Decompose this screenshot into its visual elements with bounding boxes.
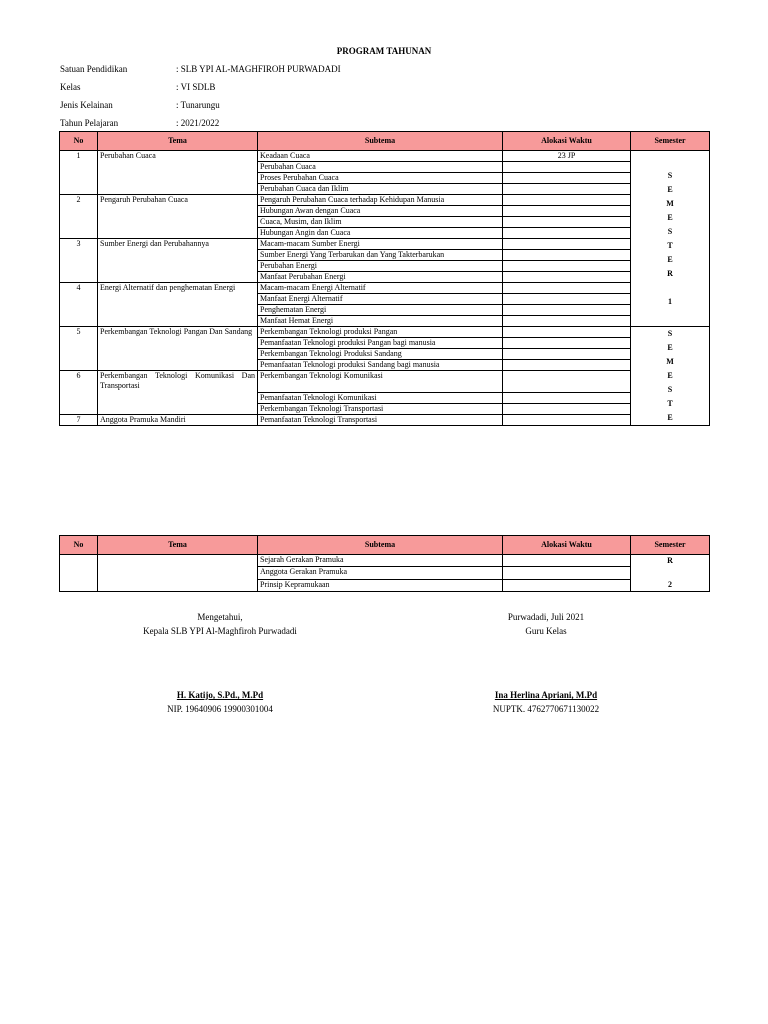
signature-right	[446, 610, 646, 716]
subtheme-cell: Manfaat Energi Alternatif	[258, 294, 503, 305]
alokasi-cell	[503, 305, 631, 316]
subtheme-cell: Macam-macam Sumber Energi	[258, 239, 503, 250]
semester-letter: T	[667, 240, 673, 250]
alokasi-cell	[503, 327, 631, 338]
semester-letter: M	[666, 357, 674, 366]
sign-left-id: NIP. 19640906 19900301004	[167, 704, 273, 714]
semester-letter: 2	[668, 580, 672, 589]
alokasi-cell	[503, 360, 631, 371]
semester-letter: E	[667, 371, 673, 380]
meta-info	[60, 62, 341, 134]
alokasi-cell	[503, 393, 631, 404]
alokasi-cell	[503, 316, 631, 327]
semester-letter: E	[667, 254, 673, 264]
header-tema: Tema	[98, 132, 258, 151]
theme-name: Perubahan Cuaca	[98, 151, 258, 195]
subtheme-cell: Keadaan Cuaca	[258, 151, 503, 162]
subtheme-cell: Sumber Energi Yang Terbarukan dan Yang Takterbarukan	[258, 250, 503, 261]
subtheme-cell: Hubungan Awan dengan Cuaca	[258, 206, 503, 217]
alokasi-cell	[503, 294, 631, 305]
subtheme-cell: Macam-macam Energi Alternatif	[258, 283, 503, 294]
semester-letter: S	[667, 329, 673, 338]
subtheme-cell: Cuaca, Musim, dan Iklim	[258, 217, 503, 228]
meta-value: : Tunarungu	[176, 100, 220, 110]
semester-1-cell	[631, 151, 710, 327]
header-subtema: Subtema	[258, 536, 503, 555]
subtheme-cell: Pemanfaatan Teknologi produksi Pangan bagi manusia	[258, 338, 503, 349]
theme-no: 3	[60, 239, 98, 283]
subtheme-cell: Manfaat Perubahan Energi	[258, 272, 503, 283]
header-subtema: Subtema	[258, 132, 503, 151]
theme-name: Anggota Pramuka Mandiri	[98, 415, 258, 426]
theme-name: Perkembangan Teknologi Komunikasi Dan Transportasi	[98, 371, 258, 415]
theme-name: Perkembangan Teknologi Pangan Dan Sandang	[98, 327, 258, 371]
sign-right-line2: Guru Kelas	[525, 626, 567, 636]
semester-letter: R	[667, 556, 673, 565]
alokasi-cell: 23 JP	[503, 151, 631, 162]
semester-letter: M	[666, 198, 674, 208]
semester-letter	[633, 281, 707, 295]
theme-name: Sumber Energi dan Perubahannya	[98, 239, 258, 283]
table-body	[60, 555, 710, 592]
alokasi-cell	[503, 261, 631, 272]
semester-letter: S	[667, 170, 673, 180]
header-no: No	[60, 536, 98, 555]
alokasi-cell	[503, 579, 631, 591]
sign-right-name: Ina Herlina Apriani, M.Pd	[494, 690, 598, 700]
alokasi-cell	[503, 173, 631, 184]
table-row	[60, 555, 710, 567]
table-row	[60, 239, 710, 250]
table-row	[60, 195, 710, 206]
scout-program-table	[59, 535, 710, 592]
subtheme-cell: Anggota Gerakan Pramuka	[258, 567, 503, 579]
alokasi-cell	[503, 162, 631, 173]
semester-2-cell	[631, 327, 710, 426]
semester-2-cont-cell	[631, 555, 710, 592]
semester-letter: S	[667, 226, 673, 236]
alokasi-cell	[503, 217, 631, 228]
meta-row	[60, 80, 341, 98]
meta-row	[60, 62, 341, 80]
subtheme-cell: Perubahan Cuaca	[258, 162, 503, 173]
meta-label: Kelas	[60, 82, 81, 92]
subtheme-cell: Perkembangan Teknologi Transportasi	[258, 404, 503, 415]
subtheme-cell: Hubungan Angin dan Cuaca	[258, 228, 503, 239]
alokasi-cell	[503, 338, 631, 349]
meta-label: Satuan Pendidikan	[60, 64, 128, 74]
subtheme-cell: Prinsip Kepramukaan	[258, 579, 503, 591]
theme-no: 7	[60, 415, 98, 426]
sign-left-line2: Kepala SLB YPI Al-Maghfiroh Purwadadi	[143, 626, 297, 636]
subtheme-cell: Perubahan Energi	[258, 261, 503, 272]
subtheme-cell: Proses Perubahan Cuaca	[258, 173, 503, 184]
subtheme-cell: Sejarah Gerakan Pramuka	[258, 555, 503, 567]
alokasi-cell	[503, 555, 631, 567]
annual-program-table	[59, 131, 710, 426]
subtheme-cell: Manfaat Hemat Energi	[258, 316, 503, 327]
theme-no: 1	[60, 151, 98, 195]
alokasi-cell	[503, 272, 631, 283]
theme-no: 2	[60, 195, 98, 239]
semester-letter: E	[667, 343, 673, 352]
header-semester: Semester	[631, 536, 710, 555]
subtheme-cell: Perkembangan Teknologi Komunikasi	[258, 371, 503, 393]
alokasi-cell	[503, 371, 631, 393]
semester-letter: 1	[668, 296, 672, 306]
alokasi-cell	[503, 195, 631, 206]
signature-left	[120, 610, 320, 716]
sign-right-id: NUPTK. 4762770671130022	[492, 704, 600, 714]
theme-no	[60, 555, 98, 592]
table-row	[60, 283, 710, 294]
header-alokasi: Alokasi Waktu	[503, 536, 631, 555]
subtheme-cell: Perubahan Cuaca dan Iklim	[258, 184, 503, 195]
subtheme-cell: Pemanfaatan Teknologi produksi Sandang bagi manusia	[258, 360, 503, 371]
subtheme-cell: Perkembangan Teknologi Produksi Sandang	[258, 349, 503, 360]
alokasi-cell	[503, 206, 631, 217]
alokasi-cell	[503, 415, 631, 426]
theme-no: 6	[60, 371, 98, 415]
alokasi-cell	[503, 567, 631, 579]
header-tema: Tema	[98, 536, 258, 555]
table-row	[60, 415, 710, 426]
alokasi-cell	[503, 228, 631, 239]
theme-name: Energi Alternatif dan penghematan Energi	[98, 283, 258, 327]
alokasi-cell	[503, 404, 631, 415]
table-row	[60, 371, 710, 393]
alokasi-cell	[503, 283, 631, 294]
theme-no: 5	[60, 327, 98, 371]
header-alokasi: Alokasi Waktu	[503, 132, 631, 151]
alokasi-cell	[503, 349, 631, 360]
table-header-row	[60, 536, 710, 555]
sign-left-name: H. Katijo, S.Pd., M.Pd	[176, 690, 264, 700]
sign-right-line1: Purwadadi, Juli 2021	[507, 612, 585, 622]
table-header-row	[60, 132, 710, 151]
meta-value: : VI SDLB	[176, 82, 216, 92]
alokasi-cell	[503, 184, 631, 195]
table-row	[60, 327, 710, 338]
subtheme-cell: Pemanfaatan Teknologi Transportasi	[258, 415, 503, 426]
subtheme-cell: Pemanfaatan Teknologi Komunikasi	[258, 393, 503, 404]
theme-no: 4	[60, 283, 98, 327]
semester-letter: R	[667, 268, 673, 278]
subtheme-cell: Perkembangan Teknologi produksi Pangan	[258, 327, 503, 338]
header-no: No	[60, 132, 98, 151]
page-title: PROGRAM TAHUNAN	[336, 46, 432, 56]
semester-letter: E	[667, 212, 673, 222]
meta-row	[60, 98, 341, 116]
theme-name	[98, 555, 258, 592]
table-body	[60, 151, 710, 426]
meta-label: Jenis Kelainan	[60, 100, 113, 110]
table-row	[60, 151, 710, 162]
alokasi-cell	[503, 250, 631, 261]
semester-letter: E	[667, 184, 673, 194]
meta-label: Tahun Pelajaran	[60, 118, 119, 128]
alokasi-cell	[503, 239, 631, 250]
semester-letter	[633, 567, 707, 579]
meta-value: : 2021/2022	[176, 118, 220, 128]
semester-letter: T	[667, 399, 673, 408]
header-semester: Semester	[631, 132, 710, 151]
meta-value: : SLB YPI AL-MAGHFIROH PURWADADI	[176, 64, 341, 74]
semester-letter: E	[667, 413, 673, 422]
theme-name: Pengaruh Perubahan Cuaca	[98, 195, 258, 239]
semester-letter: S	[667, 385, 673, 394]
subtheme-cell: Pengaruh Perubahan Cuaca terhadap Kehidupan Manusia	[258, 195, 503, 206]
subtheme-cell: Penghematan Energi	[258, 305, 503, 316]
sign-left-line1: Mengetahui,	[197, 612, 243, 622]
